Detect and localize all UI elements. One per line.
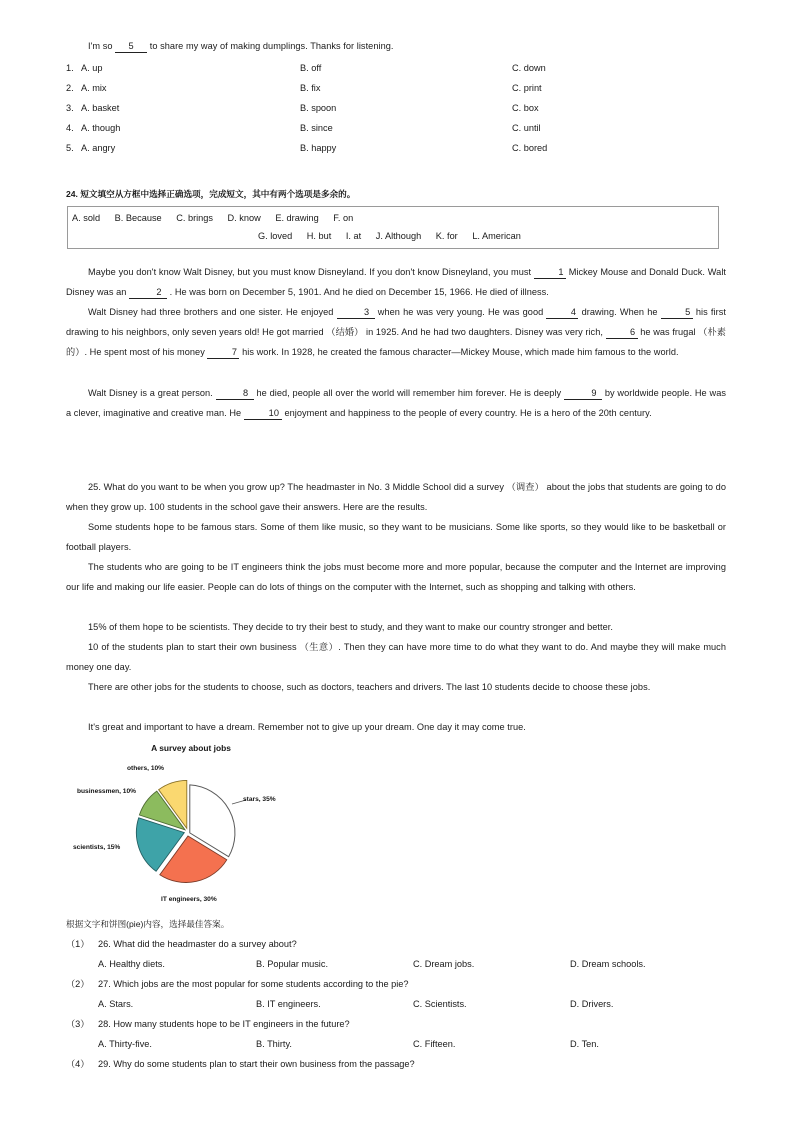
cloze-option-b: B. spoon — [300, 103, 337, 113]
disney-p2-t2: when he was very young. He was good — [377, 307, 544, 317]
pie-label-stars: stars, 35% — [243, 796, 276, 803]
disney-blank-5: 5 — [661, 307, 693, 319]
question-27-options — [66, 995, 726, 1013]
question-27-stem — [66, 975, 409, 993]
question-28-option-b[interactable]: B. Thirty. — [256, 1039, 292, 1049]
question-26-option-a[interactable]: A. Healthy diets. — [98, 959, 165, 969]
word-bank-item: H. but — [306, 231, 332, 241]
question-27-option-b[interactable]: B. IT engineers. — [256, 999, 321, 1009]
cloze-row — [66, 78, 726, 98]
word-bank-item: K. for — [435, 231, 458, 241]
word-bank-item: I. at — [345, 231, 362, 241]
disney-blank-8: 8 — [216, 388, 254, 400]
word-bank-box — [67, 206, 719, 249]
question-26-option-d[interactable]: D. Dream schools. — [570, 959, 646, 969]
disney-paragraph-1 — [66, 262, 726, 302]
cloze-option-a: A. mix — [81, 83, 107, 93]
lead-sentence-before: I'm so — [88, 41, 113, 51]
survey-paragraph-1: 25. What do you want to be when you grow up? The headmaster in No. 3 Middle School did a survey （调查） about the jobs that students are going to do when they grow up. 100 students in the school gave their answers. Here are the results. — [66, 482, 726, 512]
question-28-text: 28. How many students hope to be IT engineers in the future? — [98, 1019, 350, 1029]
question-27-option-a[interactable]: A. Stars. — [98, 999, 134, 1009]
cloze-option-b: B. happy — [300, 143, 337, 153]
disney-p1-t3: . He was born on December 5, 1901. And he died on December 15, 1966. He died of illness. — [169, 287, 549, 297]
question-26-text: 26. What did the headmaster do a survey about? — [98, 939, 297, 949]
cloze-option-c: C. box — [512, 103, 539, 113]
question-26-options — [66, 955, 726, 973]
disney-p2-t6: his work. In 1928, he created the famous character—Mickey Mouse, which made him famous to the world. — [242, 347, 679, 357]
disney-blank-10: 10 — [244, 408, 282, 420]
word-bank-item: E. drawing — [275, 213, 319, 223]
cloze-row-number: 4. — [66, 123, 74, 133]
cloze-option-c: C. down — [512, 63, 546, 73]
cloze-option-a: A. up — [81, 63, 103, 73]
question-28-option-c[interactable]: C. Fifteen. — [413, 1039, 456, 1049]
lead-sentence — [66, 36, 726, 56]
question-26-index: （1） — [66, 939, 90, 949]
cloze-row — [66, 138, 726, 158]
cloze-option-b: B. off — [300, 63, 322, 73]
pie-label-businessmen: businessmen, 10% — [77, 788, 137, 795]
pie-label-scientists: scientists, 15% — [73, 844, 121, 851]
word-bank-item: J. Although — [375, 231, 422, 241]
lead-sentence-after: to share my way of making dumplings. Thanks for listening. — [149, 41, 394, 51]
disney-p2-t3: drawing. When he — [581, 307, 658, 317]
pie-chart-graphic — [66, 740, 366, 915]
disney-paragraph-3 — [66, 383, 726, 423]
pie-label-others: others, 10% — [127, 765, 165, 772]
disney-blank-3: 3 — [337, 307, 375, 319]
survey-paragraph-5: 10 of the students plan to start their own business （生意）. Then they can have more time to do what they want to do. And maybe they will make much money one day. — [66, 642, 726, 672]
word-bank-item: A. sold — [72, 213, 101, 223]
cloze-row — [66, 118, 726, 138]
cloze-option-c: C. until — [512, 123, 541, 133]
disney-p3-t1: Walt Disney is a great person. — [88, 388, 213, 398]
survey-paragraph-7: It's great and important to have a dream. Remember not to give up your dream. One day it may come true. — [88, 722, 526, 732]
cloze-option-c: C. bored — [512, 143, 548, 153]
question-28-stem — [66, 1015, 350, 1033]
disney-blank-1: 1 — [534, 267, 566, 279]
word-bank-item: D. know — [227, 213, 261, 223]
question-27-option-d[interactable]: D. Drivers. — [570, 999, 614, 1009]
disney-p2-t4: his first drawing to his neighbors, only seven years old! He got married （结婚） in 1925. And he had two daughters. Disney was very rich, — [66, 307, 726, 337]
disney-blank-6: 6 — [606, 327, 638, 339]
question-27-index: （2） — [66, 979, 90, 989]
disney-blank-4: 4 — [546, 307, 578, 319]
question-28-option-d[interactable]: D. Ten. — [570, 1039, 599, 1049]
disney-p1-t1: Maybe you don't know Walt Disney, but you must know Disneyland. If you don't know Disneyland, you must — [88, 267, 532, 277]
survey-paragraph-6: There are other jobs for the students to choose, such as doctors, teachers and drivers. The last 10 students decide to choose these jobs. — [88, 682, 651, 692]
question-26-option-b[interactable]: B. Popular music. — [256, 959, 328, 969]
cloze-row-number: 5. — [66, 143, 74, 153]
disney-p3-t4: enjoyment and happiness to the people of every country. He is a hero of the 20th century. — [284, 408, 652, 418]
chart-title: A survey about jobs — [151, 743, 231, 753]
disney-p2-t5: he was frugal （朴素的）. He spent most of his money — [66, 327, 726, 357]
question-28-options — [66, 1035, 726, 1053]
question-26-option-c[interactable]: C. Dream jobs. — [413, 959, 475, 969]
word-bank-item: G. loved — [258, 231, 293, 241]
cloze-option-a: A. basket — [81, 103, 120, 113]
survey-paragraph-3: The students who are going to be IT engineers think the jobs must become more and more popular, because the computer and the Internet are improving our life and making our life easier. People can do lots of things on the computer with the Internet, such as shopping and talking with others. — [66, 562, 726, 592]
lead-sentence-blank: 5 — [115, 41, 147, 53]
disney-blank-7: 7 — [207, 347, 239, 359]
cloze-row — [66, 98, 726, 118]
disney-p2-t1: Walt Disney had three brothers and one sister. He enjoyed — [88, 307, 334, 317]
word-bank-item: F. on — [333, 213, 354, 223]
question-29-stem — [66, 1055, 415, 1073]
disney-blank-2: 2 — [129, 287, 167, 299]
questions-instruction: 根据文字和饼图(pie)内容，选择最佳答案。 — [66, 919, 230, 929]
cloze-row-number: 3. — [66, 103, 74, 113]
question-28-option-a[interactable]: A. Thirty-five. — [98, 1039, 152, 1049]
disney-paragraph-2 — [66, 302, 726, 362]
survey-paragraph-2: Some students hope to be famous stars. Some of them like music, so they want to be musicians. Some like sports, so they would like to be basketball or football players. — [66, 522, 726, 552]
disney-blank-9: 9 — [564, 388, 602, 400]
question-27-option-c[interactable]: C. Scientists. — [413, 999, 467, 1009]
cloze-option-c: C. print — [512, 83, 542, 93]
cloze-option-a: A. angry — [81, 143, 116, 153]
word-bank-item: L. American — [472, 231, 521, 241]
cloze-row-number: 2. — [66, 83, 74, 93]
question-27-text: 27. Which jobs are the most popular for some students according to the pie? — [98, 979, 409, 989]
pie-label-it-engineers: IT engineers, 30% — [161, 896, 217, 903]
disney-p3-t2: he died, people all over the world will remember him forever. He is deeply — [256, 388, 562, 398]
question-28-index: （3） — [66, 1019, 90, 1029]
word-bank-row-1 — [72, 210, 365, 227]
survey-paragraph-4: 15% of them hope to be scientists. They decide to try their best to study, and they want to make our country stronger and better. — [88, 622, 613, 632]
cloze-row — [66, 58, 726, 78]
cloze-option-a: A. though — [81, 123, 121, 133]
cloze-option-b: B. fix — [300, 83, 321, 93]
question-26-stem — [66, 935, 297, 953]
section-24-heading: 24. 短文填空从方框中选择正确选项，完成短文，其中有两个选项是多余的。 — [66, 189, 356, 199]
disney-p1-t2: Mickey Mouse and Donald Duck. Walt Disney was an — [66, 267, 727, 297]
word-bank-item: C. brings — [176, 213, 213, 223]
disney-p3-t3: by worldwide people. He was a clever, imaginative and creative man. He — [66, 388, 727, 418]
word-bank-item: B. Because — [114, 213, 162, 223]
word-bank-row-2 — [258, 228, 533, 245]
cloze-row-number: 1. — [66, 63, 74, 73]
survey-pie-chart — [66, 740, 366, 915]
question-29-text: 29. Why do some students plan to start their own business from the passage? — [98, 1059, 415, 1069]
question-29-index: （4） — [66, 1059, 90, 1069]
cloze-option-b: B. since — [300, 123, 333, 133]
